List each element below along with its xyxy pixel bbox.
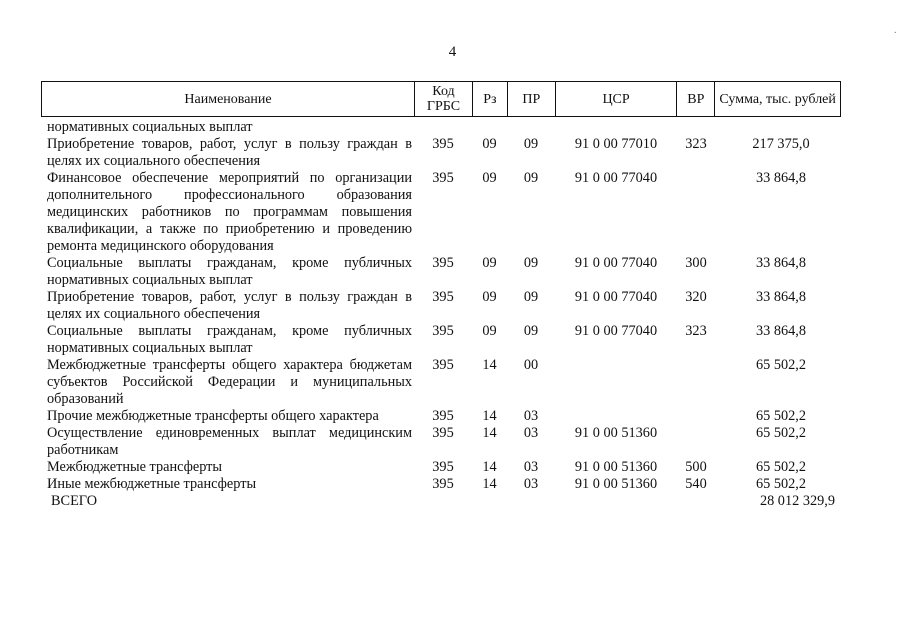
row-sum: 33 864,8 xyxy=(755,255,807,271)
row-csr xyxy=(555,408,677,425)
table-body xyxy=(41,117,841,510)
row-name: Осуществление единовременных выплат медицинским работникам xyxy=(47,425,412,458)
row-name: Социальные выплаты гражданам, кроме публичных нормативных социальных выплат xyxy=(47,255,412,288)
table-row xyxy=(41,323,841,357)
row-grbs: 395 xyxy=(432,357,454,373)
row-rz: 09 xyxy=(482,323,497,339)
row-name: Приобретение товаров, работ, услуг в пользу граждан в целях их социального обеспечения xyxy=(47,136,412,169)
row-name: нормативных социальных выплат xyxy=(47,119,253,135)
row-grbs: 395 xyxy=(432,425,454,441)
total-spacer xyxy=(472,493,507,510)
row-sum: 65 502,2 xyxy=(755,357,807,373)
row-rz xyxy=(472,119,507,136)
row-sum: 33 864,8 xyxy=(755,289,807,305)
row-rz: 14 xyxy=(482,408,497,424)
table-row xyxy=(41,459,841,476)
row-pr: 09 xyxy=(523,289,539,305)
row-csr: 91 0 00 77040 xyxy=(574,170,658,186)
row-pr: 09 xyxy=(523,136,539,152)
row-name: Финансовое обеспечение мероприятий по организации дополнительного профессионального образования медицинских работников по программам повышения квалификации, а также по приобретению и проведению ремонта медицинского оборудования xyxy=(47,170,412,254)
header-name: Наименование xyxy=(184,91,272,107)
row-vr xyxy=(677,408,715,425)
row-vr: 323 xyxy=(685,136,707,152)
row-pr: 09 xyxy=(523,255,539,271)
row-csr: 91 0 00 77010 xyxy=(574,136,658,152)
row-vr: 540 xyxy=(685,476,707,492)
row-vr: 323 xyxy=(685,323,707,339)
row-grbs: 395 xyxy=(432,408,454,424)
row-sum: 65 502,2 xyxy=(755,425,807,441)
table-row xyxy=(41,136,841,170)
row-csr xyxy=(555,119,677,136)
row-vr xyxy=(677,357,715,408)
scan-mark: · xyxy=(893,28,897,39)
total-label: ВСЕГО xyxy=(51,493,98,509)
row-grbs: 395 xyxy=(432,459,454,475)
table-row xyxy=(41,408,841,425)
row-grbs: 395 xyxy=(432,170,454,186)
row-rz: 09 xyxy=(482,289,497,305)
header-pr: ПР xyxy=(507,82,555,116)
row-csr: 91 0 00 51360 xyxy=(574,476,658,492)
table-row xyxy=(41,476,841,493)
row-sum: 65 502,2 xyxy=(755,408,807,424)
row-pr: 03 xyxy=(523,476,539,492)
row-pr: 09 xyxy=(523,170,539,186)
row-sum: 217 375,0 xyxy=(752,136,810,152)
row-grbs: 395 xyxy=(432,136,454,152)
row-name: Прочие межбюджетные трансферты общего характера xyxy=(47,408,379,424)
total-row xyxy=(41,493,841,510)
row-vr: 500 xyxy=(685,459,707,475)
page-number: 4 xyxy=(448,44,457,60)
row-rz: 09 xyxy=(482,136,497,152)
row-name: Межбюджетные трансферты xyxy=(47,459,223,475)
row-vr xyxy=(677,425,715,459)
row-rz: 14 xyxy=(482,357,497,373)
total-spacer xyxy=(507,493,555,510)
header-grbs: Код ГРБС xyxy=(414,82,472,116)
total-spacer xyxy=(677,493,715,510)
header-rz: Рз xyxy=(472,82,507,116)
row-csr: 91 0 00 77040 xyxy=(574,289,658,305)
row-grbs: 395 xyxy=(432,289,454,305)
total-spacer xyxy=(555,493,677,510)
row-grbs xyxy=(414,119,472,136)
row-pr: 09 xyxy=(523,323,539,339)
row-grbs: 395 xyxy=(432,255,454,271)
row-csr: 91 0 00 77040 xyxy=(574,323,658,339)
total-spacer xyxy=(414,493,472,510)
row-rz: 09 xyxy=(482,255,497,271)
row-grbs: 395 xyxy=(432,476,454,492)
row-name: Иные межбюджетные трансферты xyxy=(47,476,257,492)
row-name: Приобретение товаров, работ, услуг в пользу граждан в целях их социального обеспечения xyxy=(47,289,412,322)
row-vr: 300 xyxy=(685,255,707,271)
row-pr: 00 xyxy=(523,357,539,373)
budget-table xyxy=(41,81,841,510)
row-csr: 91 0 00 51360 xyxy=(574,425,658,441)
row-vr: 320 xyxy=(685,289,707,305)
row-sum: 33 864,8 xyxy=(755,170,807,186)
table-row xyxy=(41,357,841,408)
row-pr xyxy=(507,119,555,136)
row-rz: 14 xyxy=(482,476,497,492)
table-row xyxy=(41,425,841,459)
row-csr: 91 0 00 51360 xyxy=(574,459,658,475)
row-rz: 09 xyxy=(482,170,497,186)
header-sum: Сумма, тыс. рублей xyxy=(714,82,840,116)
row-sum: 65 502,2 xyxy=(755,459,807,475)
row-vr xyxy=(677,170,715,255)
row-csr: 91 0 00 77040 xyxy=(574,255,658,271)
row-pr: 03 xyxy=(523,425,539,441)
row-name: Социальные выплаты гражданам, кроме публичных нормативных социальных выплат xyxy=(47,323,412,356)
row-rz: 14 xyxy=(482,459,497,475)
row-sum: 33 864,8 xyxy=(755,323,807,339)
table-row xyxy=(41,170,841,255)
row-grbs: 395 xyxy=(432,323,454,339)
row-vr xyxy=(677,119,715,136)
table-row xyxy=(41,255,841,289)
total-sum: 28 012 329,9 xyxy=(759,493,835,509)
row-pr: 03 xyxy=(523,408,539,424)
row-rz: 14 xyxy=(482,425,497,441)
row-sum: 65 502,2 xyxy=(755,476,807,492)
table-row xyxy=(41,289,841,323)
header-csr: ЦСР xyxy=(555,82,677,116)
header-vr: ВР xyxy=(676,82,714,116)
table-header xyxy=(41,81,841,117)
table-row xyxy=(41,119,841,136)
row-csr xyxy=(555,357,677,408)
row-sum xyxy=(715,119,841,136)
row-name: Межбюджетные трансферты общего характера бюджетам субъектов Российской Федерации и муниципальных образований xyxy=(47,357,412,407)
row-pr: 03 xyxy=(523,459,539,475)
